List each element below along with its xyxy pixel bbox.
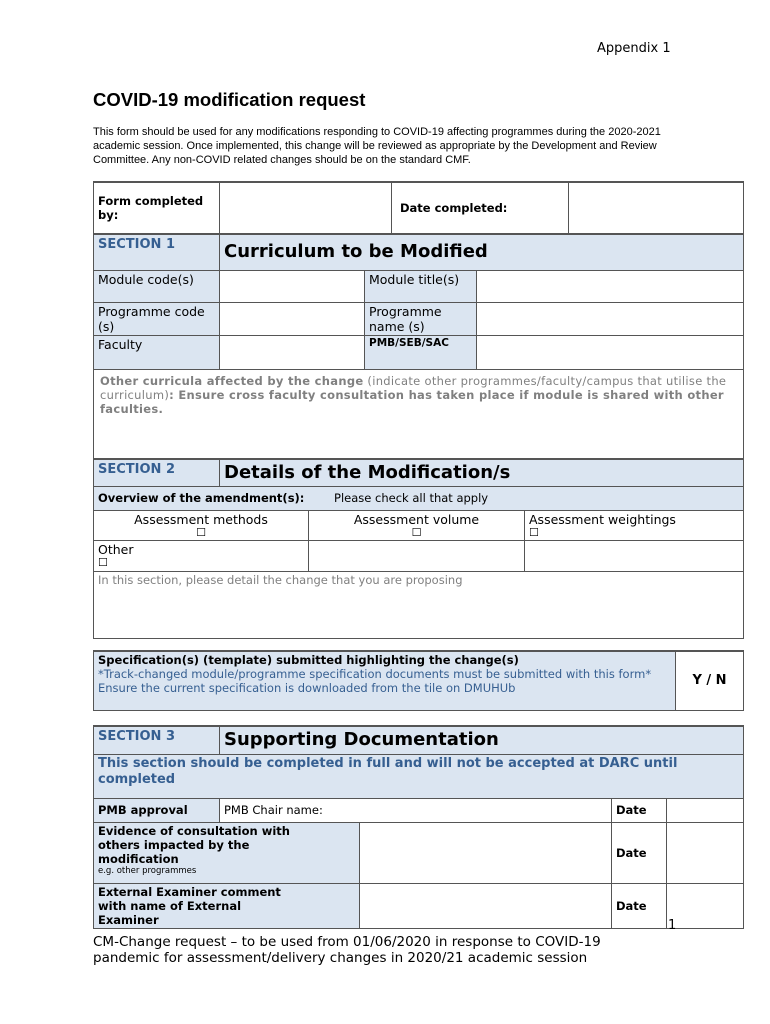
faculty-label: Faculty [94,335,220,369]
external-examiner-field[interactable] [360,883,612,928]
assessment-weightings-cell [525,510,744,540]
faculty-field[interactable] [220,335,365,369]
assessment-weightings-checkbox[interactable]: ☐ [529,525,539,539]
pmb-label: PMB/SEB/SAC [365,335,477,369]
other-checkbox[interactable]: ☐ [98,555,108,569]
pmb-approval-label: PMB approval [94,798,220,822]
programme-code-label: Programme code (s) [94,302,220,335]
external-date-label: Date [612,883,667,928]
other-curricula-cell[interactable] [94,369,744,460]
external-date-field[interactable] [667,883,744,928]
section-2-table [93,458,744,639]
pmb-chair-label: PMB Chair name: [224,803,323,817]
specification-yn[interactable]: Y / N [676,651,744,710]
assessment-volume-label: Assessment volume [353,511,480,527]
other-label: Other [98,541,134,557]
pmb-chair-field[interactable] [220,798,612,822]
detail-change-hint: In this section, please detail the change that you are proposing [98,572,463,587]
programme-name-field[interactable] [477,302,744,335]
assessment-methods-cell [94,510,309,540]
assessment-weightings-label: Assessment weightings [529,511,676,527]
other-cell [94,540,309,571]
other-curricula-heading: Other curricula affected by the change [100,373,364,388]
section-3-title: Supporting Documentation [224,729,499,751]
module-code-field[interactable] [220,270,365,302]
section-1-title: Curriculum to be Modified [224,241,488,263]
section-1-table [93,233,744,461]
other-curricula-note: (indicate other programmes/faculty/campus that utilise the curriculum) [100,373,727,402]
evidence-date-field[interactable] [667,822,744,883]
footer-text: CM-Change request – to be used from 01/06/2020 in response to COVID-19 pandemic for assessment/delivery changes in 2020/21 academic session [93,934,601,966]
section-3-instruction: This section should be completed in full and will not be accepted at DARC until completed [94,754,744,798]
module-title-field[interactable] [477,270,744,302]
evidence-date-label: Date [612,822,667,883]
assessment-volume-cell [309,510,525,540]
external-examiner-label: External Examiner comment with name of External Examiner [94,883,360,928]
pmb-field[interactable] [477,335,744,369]
module-title-label: Module title(s) [365,270,477,302]
section-3-table [93,725,744,929]
intro-text: This form should be used for any modifications responding to COVID-19 affecting programmes during the 2020-2021 academic session. Once implemented, this change will be reviewed as appropriate by the Development and Review Committee. Any non-COVID related changes should be on the standard CMF. [93,126,661,166]
evidence-cell [94,822,360,883]
page-number: 1 [668,918,677,933]
programme-code-field[interactable] [220,302,365,335]
pmb-date-field[interactable] [667,798,744,822]
page-title: COVID-19 modification request [93,89,366,110]
evidence-example: e.g. other programmes [98,865,197,876]
header-table [93,181,744,235]
specification-note-1: *Track-changed module/programme specification documents must be submitted with this form* [98,667,652,681]
assessment-methods-label: Assessment methods [134,511,268,527]
form-completed-by-field[interactable] [220,182,392,234]
assessment-volume-checkbox[interactable]: ☐ [411,525,422,539]
assessment-methods-checkbox[interactable]: ☐ [196,525,206,539]
section-2-label: SECTION 2 [98,462,175,477]
section-3-label: SECTION 3 [98,729,175,744]
evidence-field[interactable] [360,822,612,883]
programme-name-label: Programme name (s) [365,302,477,335]
module-code-label: Module code(s) [94,270,220,302]
detail-change-field[interactable] [94,571,744,638]
specification-note-2: Ensure the current specification is downloaded from the tile on DMUHUb [98,681,516,695]
other-curricula-warning: : Ensure cross faculty consultation has taken place if module is shared with other faculties. [100,387,724,416]
date-completed-label: Date completed: [392,182,569,234]
section-2-title: Details of the Modification/s [224,461,511,483]
overview-label: Overview of the amendment(s): [98,491,305,505]
appendix-label: Appendix 1 [597,41,671,56]
form-completed-by-label: Form completed by: [94,182,220,234]
pmb-date-label: Date [612,798,667,822]
specification-table [93,650,744,711]
evidence-label: Evidence of consultation with others impacted by the modification [98,823,290,866]
check-all-note: Please check all that apply [334,491,489,505]
specification-heading: Specification(s) (template) submitted highlighting the change(s) [98,653,519,667]
section-1-label: SECTION 1 [98,237,175,252]
date-completed-field[interactable] [569,182,744,234]
